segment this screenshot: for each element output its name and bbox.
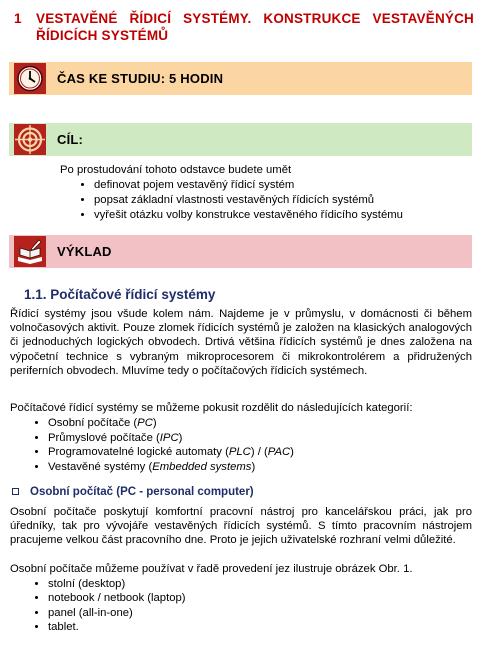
- forms-list: [10, 577, 472, 634]
- categories-list: [10, 416, 472, 474]
- paragraph-text: Osobní počítače poskytují komfortní pracovní nástroj pro kancelářskou práci, jak pro úředníky, tak pro vývojáře vestavěných řídicích systémů. S tímto pracovním nástrojem pracujeme velkou část pracovního dne. Proto je jejich uživatelské rozhraní velmi důležité.: [10, 506, 472, 547]
- square-bullet-icon: [12, 488, 19, 495]
- list-item: • definovat pojem vestavěný řídicí systém: [94, 178, 403, 193]
- goal-label: CÍL:: [57, 132, 84, 147]
- paragraph-text: Řídicí systémy jsou všude kolem nám. Najdeme je v průmyslu, v domácnosti či během volnočasových aktivit. Pouze zlomek řídicích systémů je založen na klasických analogových či jednoduchých logických obvodech. Drtivá většina řídicích systémů je dnes založena na výpočetní technice s vybraným mikroprocesorem či mikrokontrolérem a přidružených periferních obvodech. Mluvíme tedy o počítačových řídicích systémech.: [10, 308, 472, 377]
- book-icon: [14, 236, 46, 267]
- target-icon: [14, 124, 46, 155]
- lecture-label: VÝKLAD: [57, 244, 112, 259]
- categories-lead: Počítačové řídicí systémy se můžeme pokusit rozdělit do následujících kategorií:: [10, 402, 413, 414]
- list-item: • panel (all-in-one): [48, 606, 472, 620]
- chapter-title: VESTAVĚNÉ ŘÍDICÍ SYSTÉMY. KONSTRUKCE VESTAVĚNÝCH ŘÍDICÍCH SYSTÉMŮ: [36, 11, 474, 43]
- chapter-heading: [14, 10, 474, 44]
- section-heading: 1.1. Počítačové řídicí systémy: [24, 287, 216, 302]
- list-item: • tablet.: [48, 620, 472, 634]
- study-time-label: ČAS KE STUDIU: 5 HODIN: [57, 71, 224, 86]
- list-item: • Průmyslové počítače (IPC): [48, 431, 472, 446]
- clock-icon: [14, 63, 46, 94]
- list-item: • popsat základní vlastnosti vestavěných řídicích systémů: [94, 193, 403, 208]
- list-item: • notebook / netbook (laptop): [48, 591, 472, 605]
- list-item: • Programovatelné logické automaty (PLC) / (PAC): [48, 445, 472, 460]
- list-item: • vyřešit otázku volby konstrukce vestavěného řídicího systému: [94, 208, 403, 223]
- forms-block: [10, 562, 472, 634]
- subsection-title: Osobní počítač (PC - personal computer): [30, 486, 254, 498]
- goal-band: [9, 123, 472, 156]
- list-item: • stolní (desktop): [48, 577, 472, 591]
- list-item: • Osobní počítače (PC): [48, 416, 472, 431]
- categories-block: [10, 401, 472, 475]
- section-paragraph: [10, 307, 472, 378]
- subsection-heading: [10, 486, 254, 498]
- subsection-paragraph: [10, 505, 472, 548]
- goals-list: [60, 178, 403, 223]
- goals-lead: Po prostudování tohoto odstavce budete umět: [60, 164, 292, 176]
- forms-lead: Osobní počítače můžeme používat v řadě provedení jez ilustruje obrázek Obr. 1.: [10, 563, 413, 575]
- study-time-band: [9, 62, 472, 95]
- list-item: • Vestavěné systémy (Embedded systems): [48, 460, 472, 475]
- chapter-number: 1: [14, 11, 22, 26]
- lecture-band: [9, 235, 472, 268]
- learning-goals: [60, 163, 403, 223]
